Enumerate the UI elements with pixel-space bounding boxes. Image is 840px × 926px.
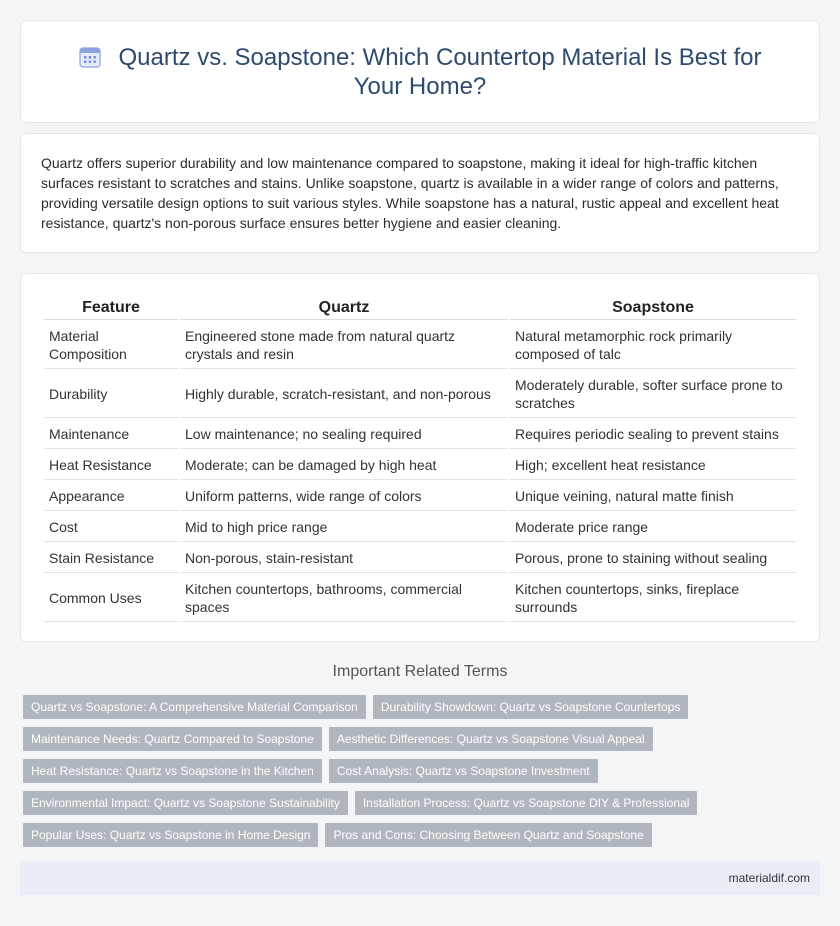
table-cell-quartz: Low maintenance; no sealing required — [180, 420, 508, 449]
related-term-chip[interactable]: Maintenance Needs: Quartz Compared to Soapstone — [23, 727, 322, 751]
column-header-soapstone: Soapstone — [510, 296, 796, 320]
page-title: Quartz vs. Soapstone: Which Countertop Material Is Best for Your Home? — [118, 44, 762, 100]
table-cell-quartz: Uniform patterns, wide range of colors — [180, 482, 508, 511]
intro-paragraph: Quartz offers superior durability and low maintenance compared to soapstone, making it ideal for high-traffic kitchen surfaces resistant to scratches and stains. Unlike soapstone, quartz is available in a wider range of colors and patterns, providing versatile design options to suit various styles. While soapstone has a natural, rustic appeal and excellent heat resistance, quartz's non-porous surface ensures better hygiene and easier cleaning. — [41, 155, 779, 231]
calendar-grid-icon — [79, 46, 101, 68]
table-cell-quartz: Mid to high price range — [180, 513, 508, 542]
table-row — [44, 482, 796, 511]
table-row — [44, 371, 796, 418]
chip-row — [23, 727, 823, 759]
chip-row — [23, 695, 823, 727]
table-cell-feature: Material Composition — [44, 322, 178, 369]
table-cell-soapstone: Natural metamorphic rock primarily composed of talc — [510, 322, 796, 369]
table-cell-feature: Heat Resistance — [44, 451, 178, 480]
table-header-row — [44, 296, 796, 320]
related-term-chip[interactable]: Cost Analysis: Quartz vs Soapstone Investment — [329, 759, 598, 783]
table-row — [44, 420, 796, 449]
table-cell-feature: Appearance — [44, 482, 178, 511]
table-cell-quartz: Moderate; can be damaged by high heat — [180, 451, 508, 480]
intro-card — [20, 133, 820, 253]
table-row — [44, 322, 796, 369]
table-cell-feature: Stain Resistance — [44, 544, 178, 573]
footer-site-link[interactable]: materialdif.com — [728, 871, 810, 885]
related-terms-title: Important Related Terms — [332, 663, 508, 680]
related-term-chip[interactable]: Installation Process: Quartz vs Soapstone DIY & Professional — [355, 791, 698, 815]
comparison-table — [42, 294, 798, 624]
footer-bar — [20, 862, 820, 895]
table-cell-quartz: Non-porous, stain-resistant — [180, 544, 508, 573]
chip-row — [23, 791, 823, 823]
related-term-chip[interactable]: Durability Showdown: Quartz vs Soapstone Countertops — [373, 695, 689, 719]
table-cell-soapstone: Moderate price range — [510, 513, 796, 542]
related-terms-list — [23, 695, 823, 855]
table-cell-soapstone: High; excellent heat resistance — [510, 451, 796, 480]
table-cell-feature: Maintenance — [44, 420, 178, 449]
table-cell-quartz: Engineered stone made from natural quartz crystals and resin — [180, 322, 508, 369]
table-cell-soapstone: Unique veining, natural matte finish — [510, 482, 796, 511]
column-header-quartz: Quartz — [180, 296, 508, 320]
page-title-wrap — [21, 43, 819, 101]
table-row — [44, 451, 796, 480]
header-card — [20, 20, 820, 123]
table-cell-soapstone: Requires periodic sealing to prevent stains — [510, 420, 796, 449]
chip-row — [23, 823, 823, 855]
related-term-chip[interactable]: Environmental Impact: Quartz vs Soapstone Sustainability — [23, 791, 348, 815]
table-cell-feature: Common Uses — [44, 575, 178, 622]
table-row — [44, 513, 796, 542]
table-cell-feature: Cost — [44, 513, 178, 542]
related-term-chip[interactable]: Quartz vs Soapstone: A Comprehensive Material Comparison — [23, 695, 366, 719]
related-term-chip[interactable]: Aesthetic Differences: Quartz vs Soapstone Visual Appeal — [329, 727, 653, 751]
table-cell-feature: Durability — [44, 371, 178, 418]
related-term-chip[interactable]: Popular Uses: Quartz vs Soapstone in Home Design — [23, 823, 318, 847]
table-cell-soapstone: Porous, prone to staining without sealing — [510, 544, 796, 573]
related-term-chip[interactable]: Pros and Cons: Choosing Between Quartz and Soapstone — [325, 823, 651, 847]
table-cell-soapstone: Kitchen countertops, sinks, fireplace surrounds — [510, 575, 796, 622]
related-term-chip[interactable]: Heat Resistance: Quartz vs Soapstone in the Kitchen — [23, 759, 322, 783]
table-row — [44, 575, 796, 622]
chip-row — [23, 759, 823, 791]
comparison-table-card — [20, 273, 820, 642]
column-header-feature: Feature — [44, 296, 178, 320]
table-cell-quartz: Highly durable, scratch-resistant, and non-porous — [180, 371, 508, 418]
table-row — [44, 544, 796, 573]
table-cell-soapstone: Moderately durable, softer surface prone to scratches — [510, 371, 796, 418]
table-cell-quartz: Kitchen countertops, bathrooms, commercial spaces — [180, 575, 508, 622]
